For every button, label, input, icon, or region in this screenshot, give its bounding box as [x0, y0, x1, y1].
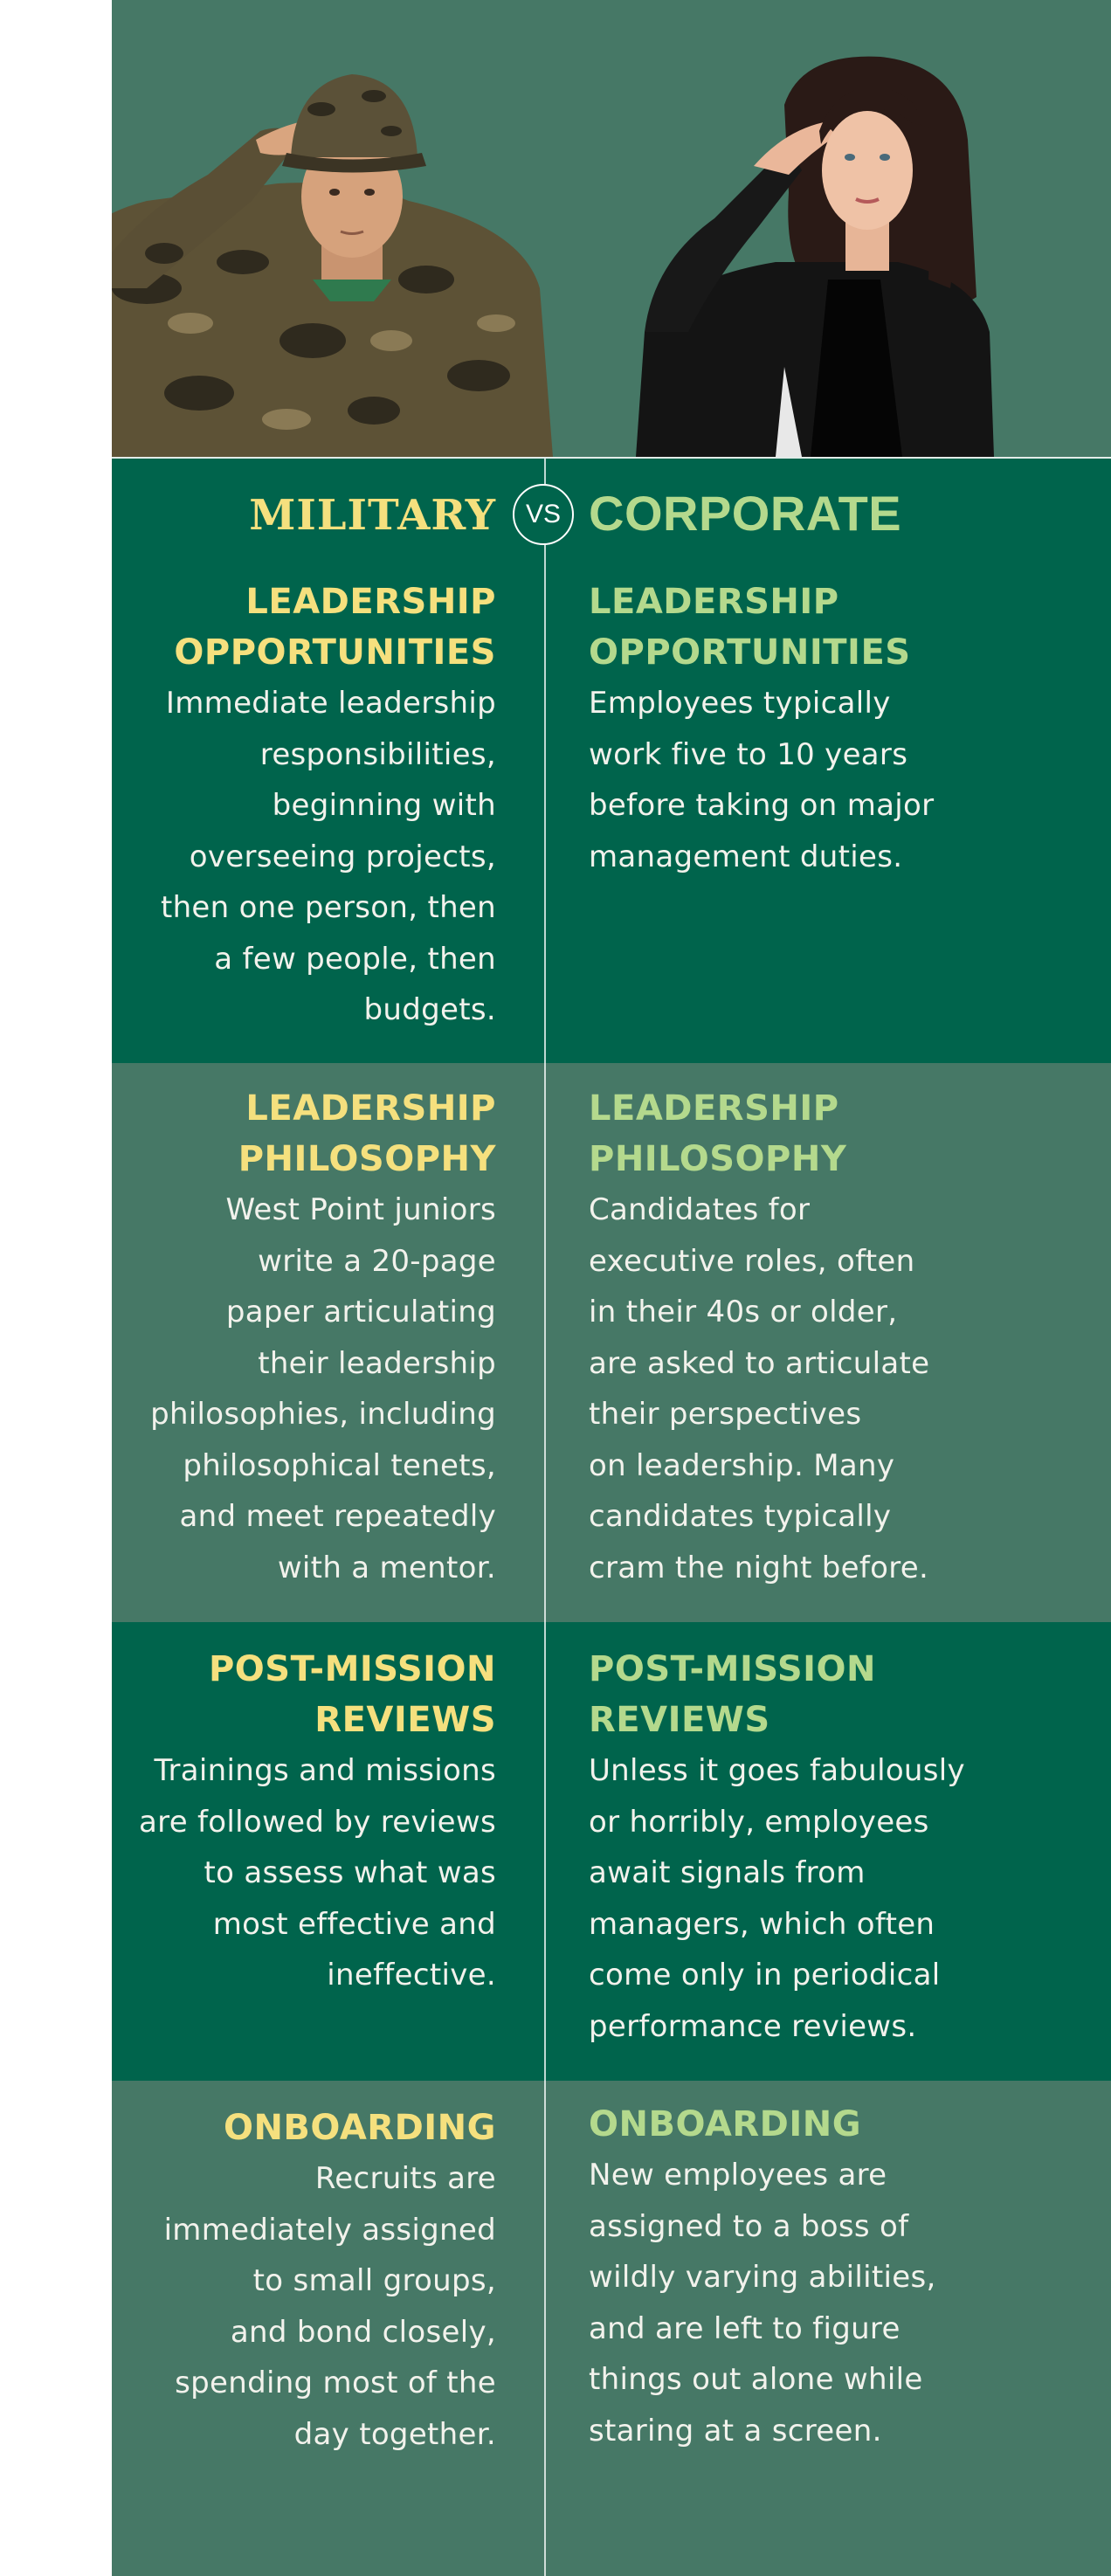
infographic-panel — [112, 0, 1111, 2576]
corporate-section-leadership-philosophy — [589, 1083, 1078, 1593]
column-divider — [544, 459, 546, 2576]
hero-banner — [112, 0, 1111, 457]
military-heading: LEADERSHIP OPPORTUNITIES — [174, 582, 496, 673]
soldier-saluting-photo — [112, 0, 1111, 457]
military-heading: ONBOARDING — [223, 2108, 496, 2148]
military-text: West Point juniors write a 20-page paper articulating their leadership philosophies, including philosophical tenets, and meet repeatedly with a mentor. — [150, 1192, 496, 1585]
corporate-text: Unless it goes fabulously or horribly, employees await signals from managers, which often come only in periodical performance reviews. — [589, 1753, 965, 2044]
vs-label: VS — [525, 500, 562, 528]
corporate-heading: LEADERSHIP PHILOSOPHY — [589, 1088, 847, 1179]
military-section-onboarding — [112, 2103, 496, 2460]
corporate-heading: LEADERSHIP OPPORTUNITIES — [589, 582, 911, 673]
military-text: Immediate leadership responsibilities, beginning with overseeing projects, then one person, then a few people, then budgets. — [160, 686, 496, 1027]
military-section-post-mission-reviews — [112, 1644, 496, 2001]
soldier-figure — [112, 74, 553, 457]
corporate-text: Employees typically work five to 10 years before taking on major management duties. — [589, 686, 935, 874]
corporate-section-leadership-opportunities — [589, 577, 1078, 882]
vs-badge — [513, 484, 574, 545]
corporate-heading: ONBOARDING — [589, 2104, 862, 2144]
military-heading: LEADERSHIP PHILOSOPHY — [238, 1088, 496, 1179]
corporate-section-onboarding — [589, 2099, 1078, 2456]
military-text: Recruits are immediately assigned to small groups, and bond closely, spending most of the day together. — [163, 2161, 496, 2452]
military-section-leadership-philosophy — [112, 1083, 496, 1593]
corporate-title: CORPORATE — [589, 486, 902, 541]
military-section-leadership-opportunities — [112, 577, 496, 1036]
corporate-heading: POST-MISSION REVIEWS — [589, 1649, 877, 1740]
corporate-text: Candidates for executive roles, often in their 40s or older, are asked to articulate their perspectives on leadership. Many candidates typically cram the night before. — [589, 1192, 930, 1585]
businesswoman-figure — [636, 57, 994, 457]
military-heading: POST-MISSION REVIEWS — [208, 1649, 496, 1740]
military-title: MILITARY — [249, 491, 496, 540]
corporate-section-post-mission-reviews — [589, 1644, 1078, 2052]
military-text: Trainings and missions are followed by reviews to assess what was most effective and ineffective. — [139, 1753, 496, 1992]
corporate-text: New employees are assigned to a boss of wildly varying abilities, and are left to figure things out alone while staring at a screen. — [589, 2158, 936, 2448]
